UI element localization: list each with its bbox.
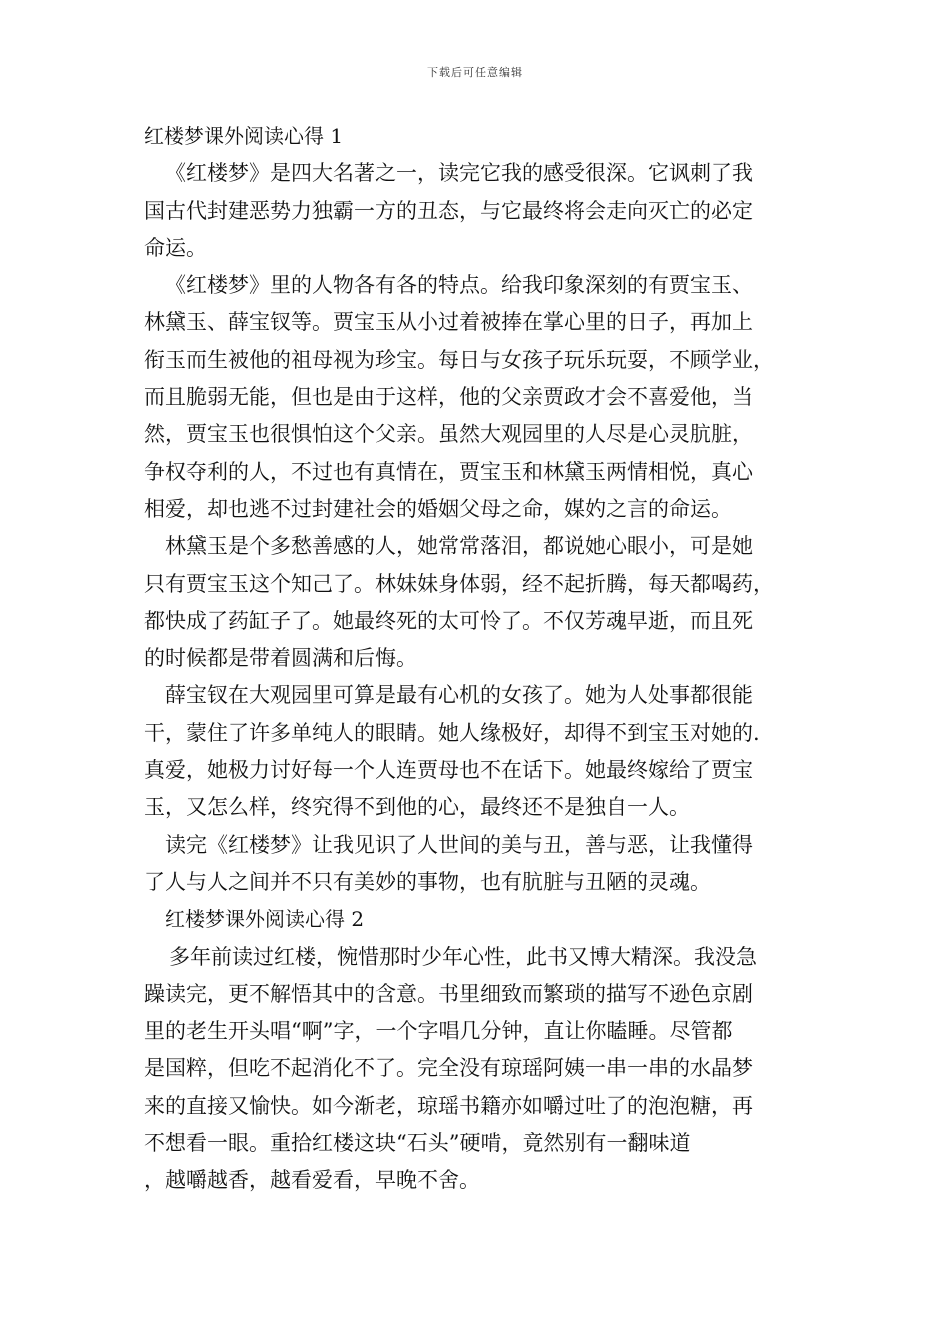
paragraph-line: 多年前读过红楼，惋惜那时少年心性，此书又博大精深。我没急 (169, 944, 757, 969)
paragraph-line: 只有贾宝玉这个知己了。林妹妹身体弱，经不起折腾，每天都喝药， (144, 571, 774, 596)
paragraph-line: 国古代封建恶势力独霸一方的丑态，与它最终将会走向灭亡的必定 (144, 198, 753, 223)
paragraph-line: 而且脆弱无能，但也是由于这样，他的父亲贾政才会不喜爱他，当 (144, 385, 753, 410)
paragraph-line: 不想看一眼。重拾红楼这块“石头”硬啃，竟然别有一翻味道 (144, 1131, 691, 1156)
paragraph-line: ，越嚼越香，越看爱看，早晚不舍。 (144, 1168, 480, 1193)
paragraph-line: 的时候都是带着圆满和后悔。 (144, 646, 417, 671)
paragraph-line: 《红楼梦》里的人物各有各的特点。给我印象深刻的有贾宝玉、 (165, 273, 753, 298)
paragraph-line: 读完《红楼梦》让我见识了人世间的美与丑，善与恶，让我懂得 (165, 832, 753, 857)
section-heading-2: 红楼梦课外阅读心得 2 (165, 907, 365, 932)
document-body (144, 118, 812, 1200)
paragraph-line: 命运。 (144, 235, 207, 260)
paragraph-line: 玉，又怎么样，终究得不到他的心，最终还不是独自一人。 (144, 795, 690, 820)
paragraph-line: 林黛玉、薛宝钗等。贾宝玉从小过着被捧在掌心里的日子，再加上 (144, 310, 753, 335)
paragraph-line: 是国粹，但吃不起消化不了。完全没有琼瑶阿姨一串一串的水晶梦 (144, 1056, 753, 1081)
paragraph-line: 了人与人之间并不只有美妙的事物，也有肮脏与丑陋的灵魂。 (144, 869, 711, 894)
paragraph-line: 衔玉而生被他的祖母视为珍宝。每日与女孩子玩乐玩耍，不顾学业， (144, 347, 774, 372)
paragraph-line: 争权夺利的人，不过也有真情在，贾宝玉和林黛玉两情相悦，真心 (144, 459, 753, 484)
paragraph-line: 来的直接又愉快。如今渐老，琼瑶书籍亦如嚼过吐了的泡泡糖，再 (144, 1093, 753, 1118)
header-note: 下载后可任意编辑 (427, 66, 523, 79)
paragraph-line: 薛宝钗在大观园里可算是最有心机的女孩了。她为人处事都很能 (165, 683, 753, 708)
section-heading-1: 红楼梦课外阅读心得 1 (144, 124, 344, 148)
paragraph-line: 相爱，却也逃不过封建社会的婚姻父母之命，媒妁之言的命运。 (144, 496, 732, 521)
paragraph-line: 都快成了药缸子了。她最终死的太可怜了。不仅芳魂早逝，而且死 (144, 608, 753, 633)
paragraph-line: 然，贾宝玉也很惧怕这个父亲。虽然大观园里的人尽是心灵肮脏， (144, 422, 753, 447)
paragraph-line: 《红楼梦》是四大名著之一，读完它我的感受很深。它讽刺了我 (165, 161, 753, 186)
paragraph-line: 干，蒙住了许多单纯人的眼睛。她人缘极好，却得不到宝玉对她的. (144, 720, 760, 745)
paragraph-line: 躁读完，更不解悟其中的含意。书里细致而繁琐的描写不逊色京剧 (144, 981, 753, 1006)
paragraph-line: 里的老生开头唱“啊”字，一个字唱几分钟，直让你瞌睡。尽管都 (144, 1019, 733, 1044)
paragraph-line: 林黛玉是个多愁善感的人，她常常落泪，都说她心眼小，可是她 (165, 534, 753, 559)
paragraph-line: 真爱，她极力讨好每一个人连贾母也不在话下。她最终嫁给了贾宝 (144, 758, 753, 783)
